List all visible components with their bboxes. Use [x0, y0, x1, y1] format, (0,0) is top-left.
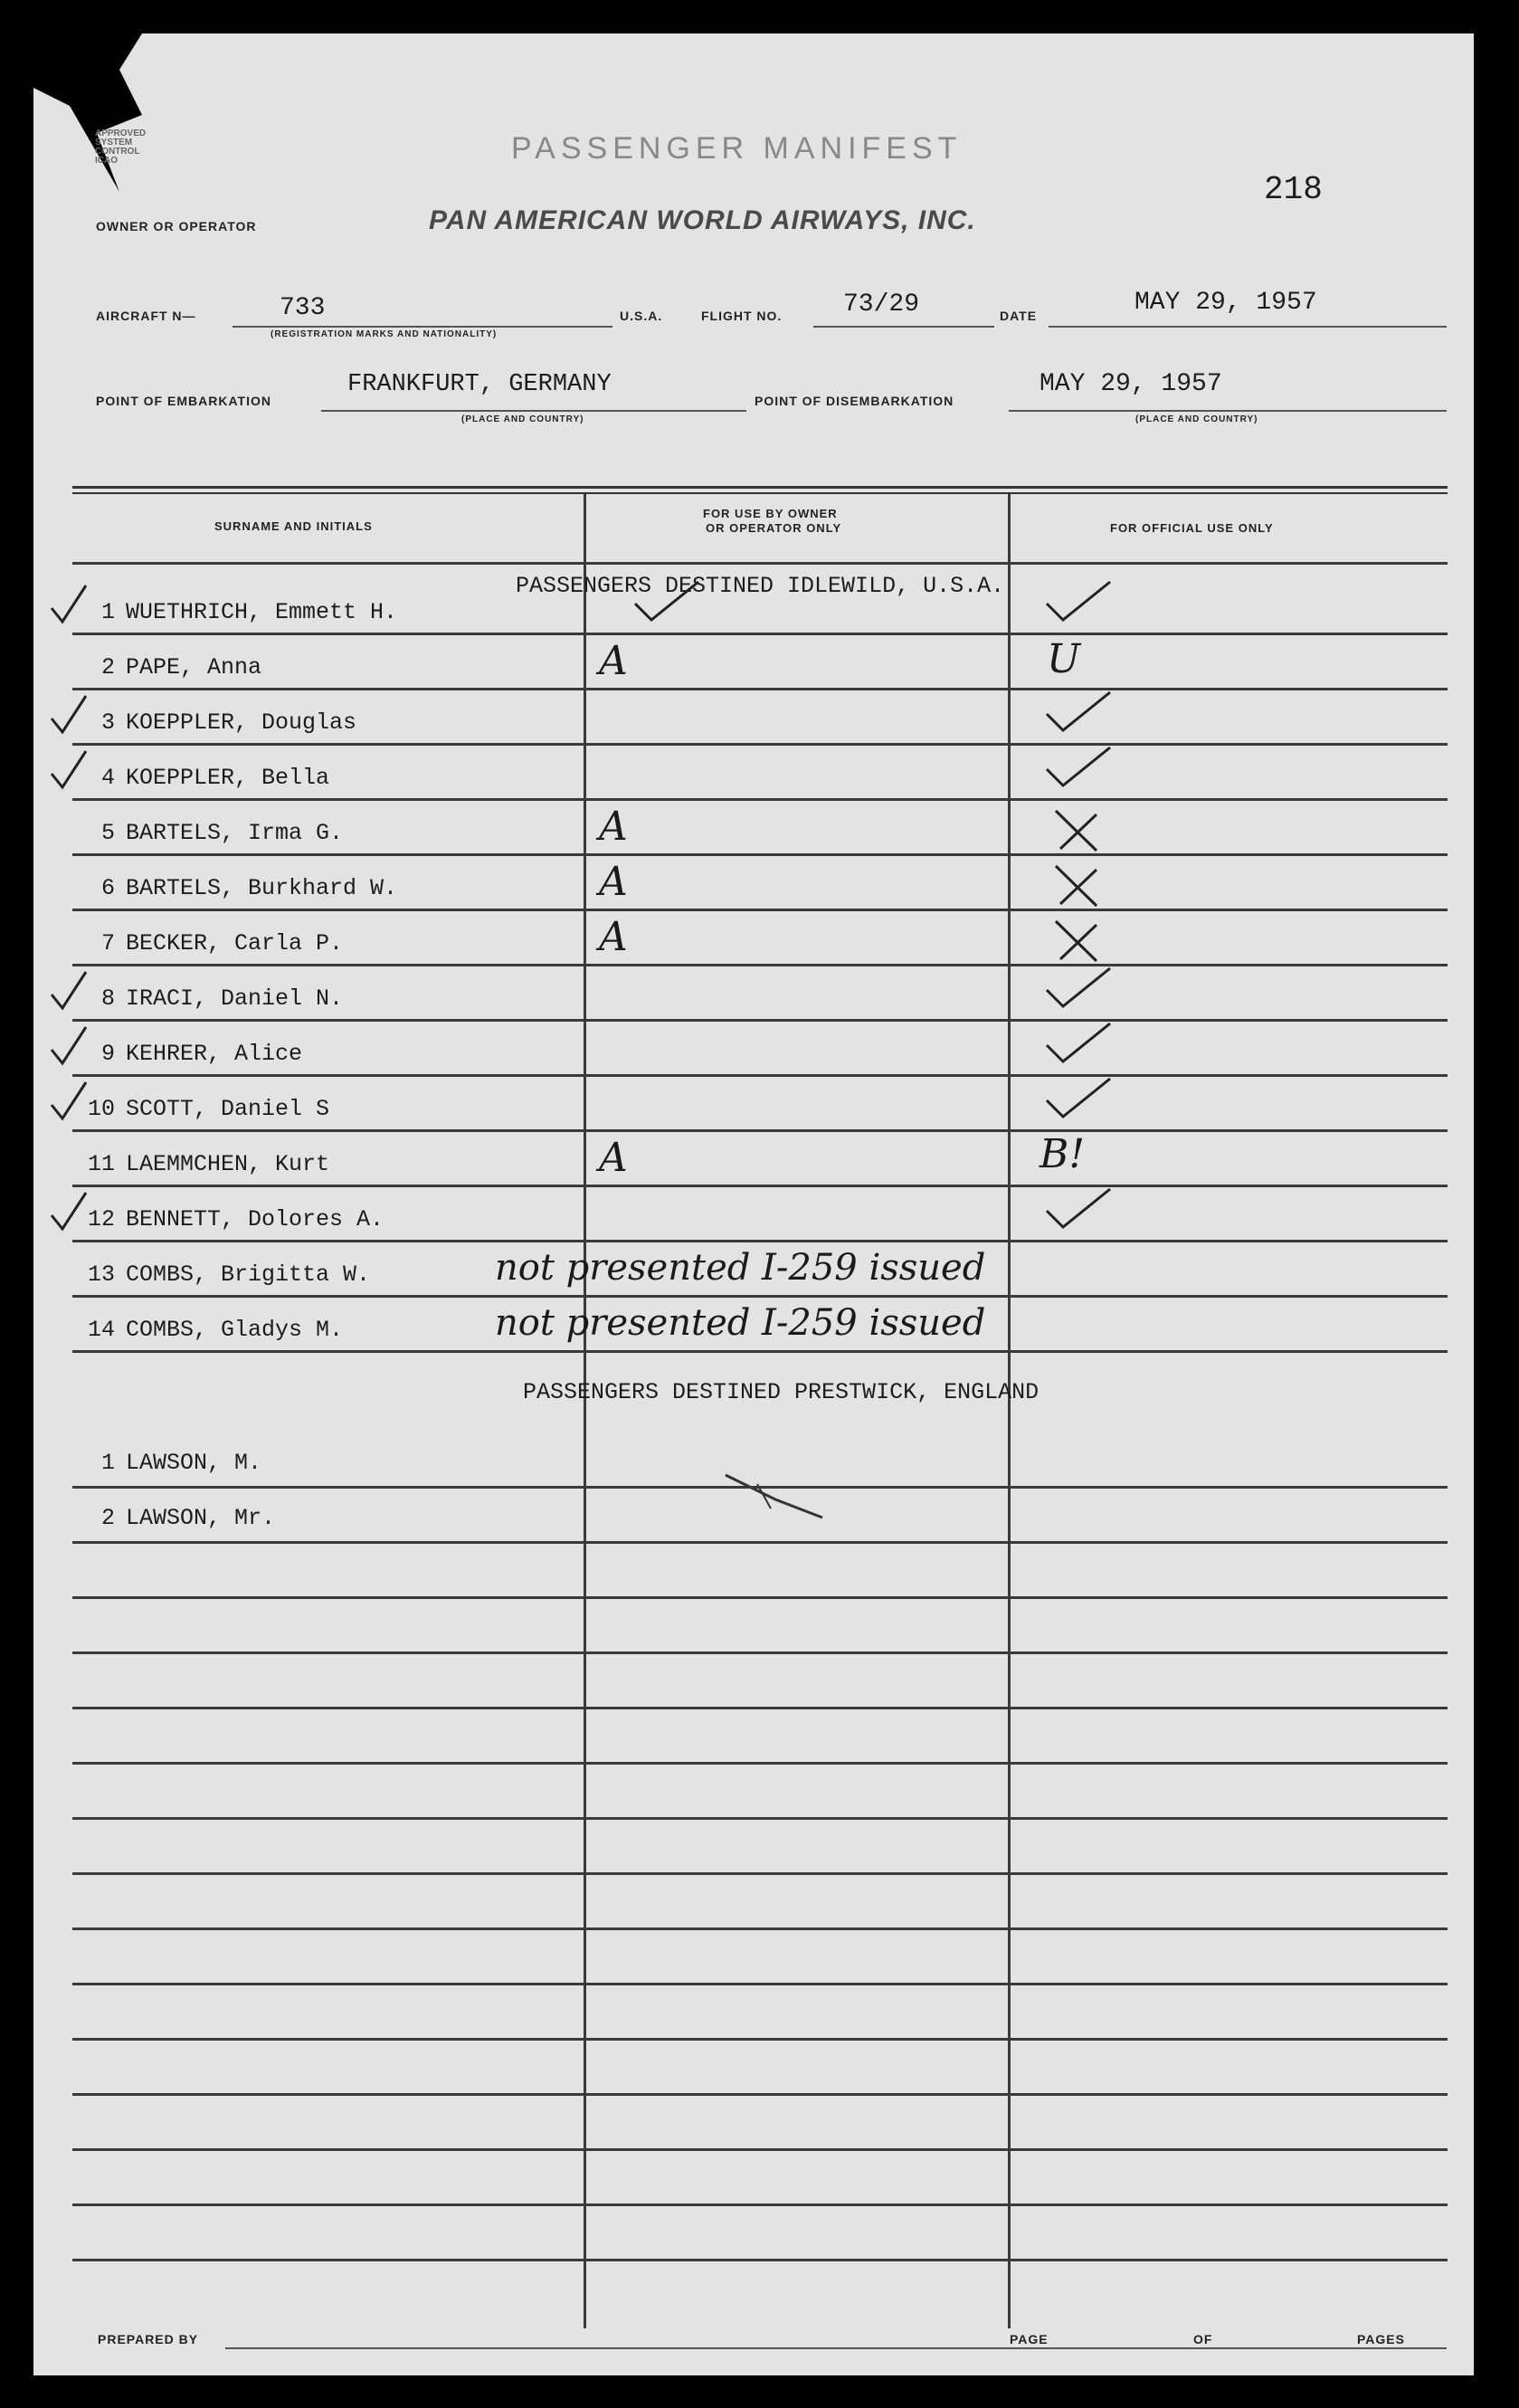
tick-mark-icon: [50, 691, 131, 746]
table-row: [79, 654, 261, 681]
table-row: [79, 1450, 261, 1476]
passenger-name: BENNETT, Dolores A.: [126, 1206, 384, 1233]
embarkation-value: FRANKFURT, GERMANY: [347, 371, 612, 398]
row-number: 8: [100, 985, 115, 1012]
check-mark-icon: [626, 576, 707, 631]
prepared-by-label: PREPARED BY: [98, 2332, 199, 2346]
tick-mark-icon: [50, 967, 131, 1022]
row-number: 6: [100, 875, 115, 901]
col-header-owner-1: FOR USE BY OWNER: [703, 507, 838, 520]
passenger-name: KEHRER, Alice: [126, 1041, 303, 1067]
torn-corner: [33, 33, 160, 214]
owner-mark-a: A: [599, 914, 628, 960]
row-number: 12: [87, 1206, 115, 1233]
x-mark-icon: [1042, 859, 1124, 913]
table-row: [79, 1261, 370, 1288]
passenger-name: LAWSON, Mr.: [126, 1505, 276, 1531]
row-number: 2: [100, 654, 115, 681]
date-label: DATE: [1000, 309, 1038, 323]
table-row: [79, 1505, 275, 1531]
row-number: 1: [100, 1450, 115, 1476]
row-number: 1: [100, 599, 115, 625]
row-number: 9: [100, 1041, 115, 1067]
of-label: OF: [1193, 2332, 1213, 2346]
handwritten-note: not presented I-259 issued: [495, 1302, 986, 1344]
tick-mark-icon: [50, 1188, 131, 1242]
check-mark-icon: [1038, 1018, 1119, 1072]
official-mark-u: U: [1047, 636, 1081, 682]
passenger-name: KOEPPLER, Bella: [126, 765, 330, 791]
passenger-name: KOEPPLER, Douglas: [126, 709, 357, 736]
table-row: [79, 1317, 343, 1343]
tick-mark-icon: [50, 1078, 131, 1132]
row-number: 13: [87, 1261, 115, 1288]
section-heading-idlewild: PASSENGERS DESTINED IDLEWILD, U.S.A.: [516, 573, 1005, 599]
stray-pen-mark: [721, 1468, 830, 1522]
passenger-name: BARTELS, Burkhard W.: [126, 875, 398, 901]
col-header-surname: SURNAME AND INITIALS: [214, 519, 373, 533]
check-mark-icon: [1038, 576, 1119, 631]
flight-date: MAY 29, 1957: [1135, 289, 1317, 317]
registration-note: (REGISTRATION MARKS AND NATIONALITY): [271, 329, 498, 339]
row-number: 5: [100, 820, 115, 846]
owner-mark-a: A: [599, 804, 628, 850]
place-note-2: (PLACE AND COUNTRY): [1135, 414, 1258, 424]
passenger-name: BECKER, Carla P.: [126, 930, 344, 957]
tick-mark-icon: [50, 747, 131, 801]
passenger-name: COMBS, Brigitta W.: [126, 1261, 371, 1288]
check-mark-icon: [1038, 742, 1119, 796]
page-number: 218: [1264, 171, 1323, 208]
aircraft-label: AIRCRAFT N—: [96, 309, 196, 323]
company-name: PAN AMERICAN WORLD AIRWAYS, INC.: [429, 205, 976, 235]
pages-label: PAGES: [1357, 2332, 1405, 2346]
row-number: 10: [87, 1096, 115, 1122]
place-note-1: (PLACE AND COUNTRY): [461, 414, 584, 424]
tick-mark-icon: [50, 581, 131, 635]
row-number: 2: [100, 1505, 115, 1531]
passenger-name: PAPE, Anna: [126, 654, 262, 681]
table-row: [79, 875, 397, 901]
embarkation-label: POINT OF EMBARKATION: [96, 394, 271, 408]
official-mark-b: B!: [1040, 1131, 1086, 1177]
owner-label: OWNER OR OPERATOR: [96, 219, 257, 233]
passenger-name: BARTELS, Irma G.: [126, 820, 344, 846]
owner-mark-a: A: [599, 1135, 628, 1181]
handwritten-note: not presented I-259 issued: [495, 1247, 986, 1289]
row-number: 4: [100, 765, 115, 791]
flight-number: 73/29: [843, 290, 920, 319]
row-number: 3: [100, 709, 115, 736]
tick-mark-icon: [50, 1023, 131, 1077]
disembarkation-label: POINT OF DISEMBARKATION: [755, 394, 954, 408]
col-header-official: FOR OFFICIAL USE ONLY: [1110, 521, 1274, 535]
x-mark-icon: [1042, 804, 1124, 858]
passenger-name: IRACI, Daniel N.: [126, 985, 344, 1012]
passenger-name: LAEMMCHEN, Kurt: [126, 1151, 330, 1177]
table-row: [79, 930, 343, 957]
row-number: 7: [100, 930, 115, 957]
passenger-name: LAWSON, M.: [126, 1450, 262, 1476]
column-divider-2: [1008, 493, 1011, 2328]
check-mark-icon: [1038, 687, 1119, 741]
row-number: 14: [87, 1317, 115, 1343]
check-mark-icon: [1038, 1073, 1119, 1128]
passenger-name: WUETHRICH, Emmett H.: [126, 599, 398, 625]
check-mark-icon: [1038, 1184, 1119, 1238]
form-title: PASSENGER MANIFEST: [511, 131, 963, 166]
usa-label: U.S.A.: [620, 309, 663, 323]
column-divider-1: [584, 493, 586, 2328]
check-mark-icon: [1038, 963, 1119, 1017]
approval-stamp: APPROVED SYSTEM CONTROL ICAO: [95, 128, 147, 166]
row-number: 11: [87, 1151, 115, 1177]
page-label: PAGE: [1010, 2332, 1049, 2346]
owner-mark-a: A: [599, 638, 628, 684]
x-mark-icon: [1042, 914, 1124, 968]
manifest-sheet: [33, 33, 1474, 2375]
aircraft-value: 733: [280, 294, 326, 322]
passenger-name: SCOTT, Daniel S: [126, 1096, 330, 1122]
flight-label: FLIGHT NO.: [701, 309, 783, 323]
disembarkation-value: MAY 29, 1957: [1040, 370, 1222, 398]
col-header-owner-2: OR OPERATOR ONLY: [706, 521, 842, 535]
passenger-name: COMBS, Gladys M.: [126, 1317, 344, 1343]
table-row: [79, 1151, 329, 1177]
owner-mark-a: A: [599, 859, 628, 905]
section-heading-prestwick: PASSENGERS DESTINED PRESTWICK, ENGLAND: [523, 1379, 1040, 1405]
table-row: [79, 820, 343, 846]
